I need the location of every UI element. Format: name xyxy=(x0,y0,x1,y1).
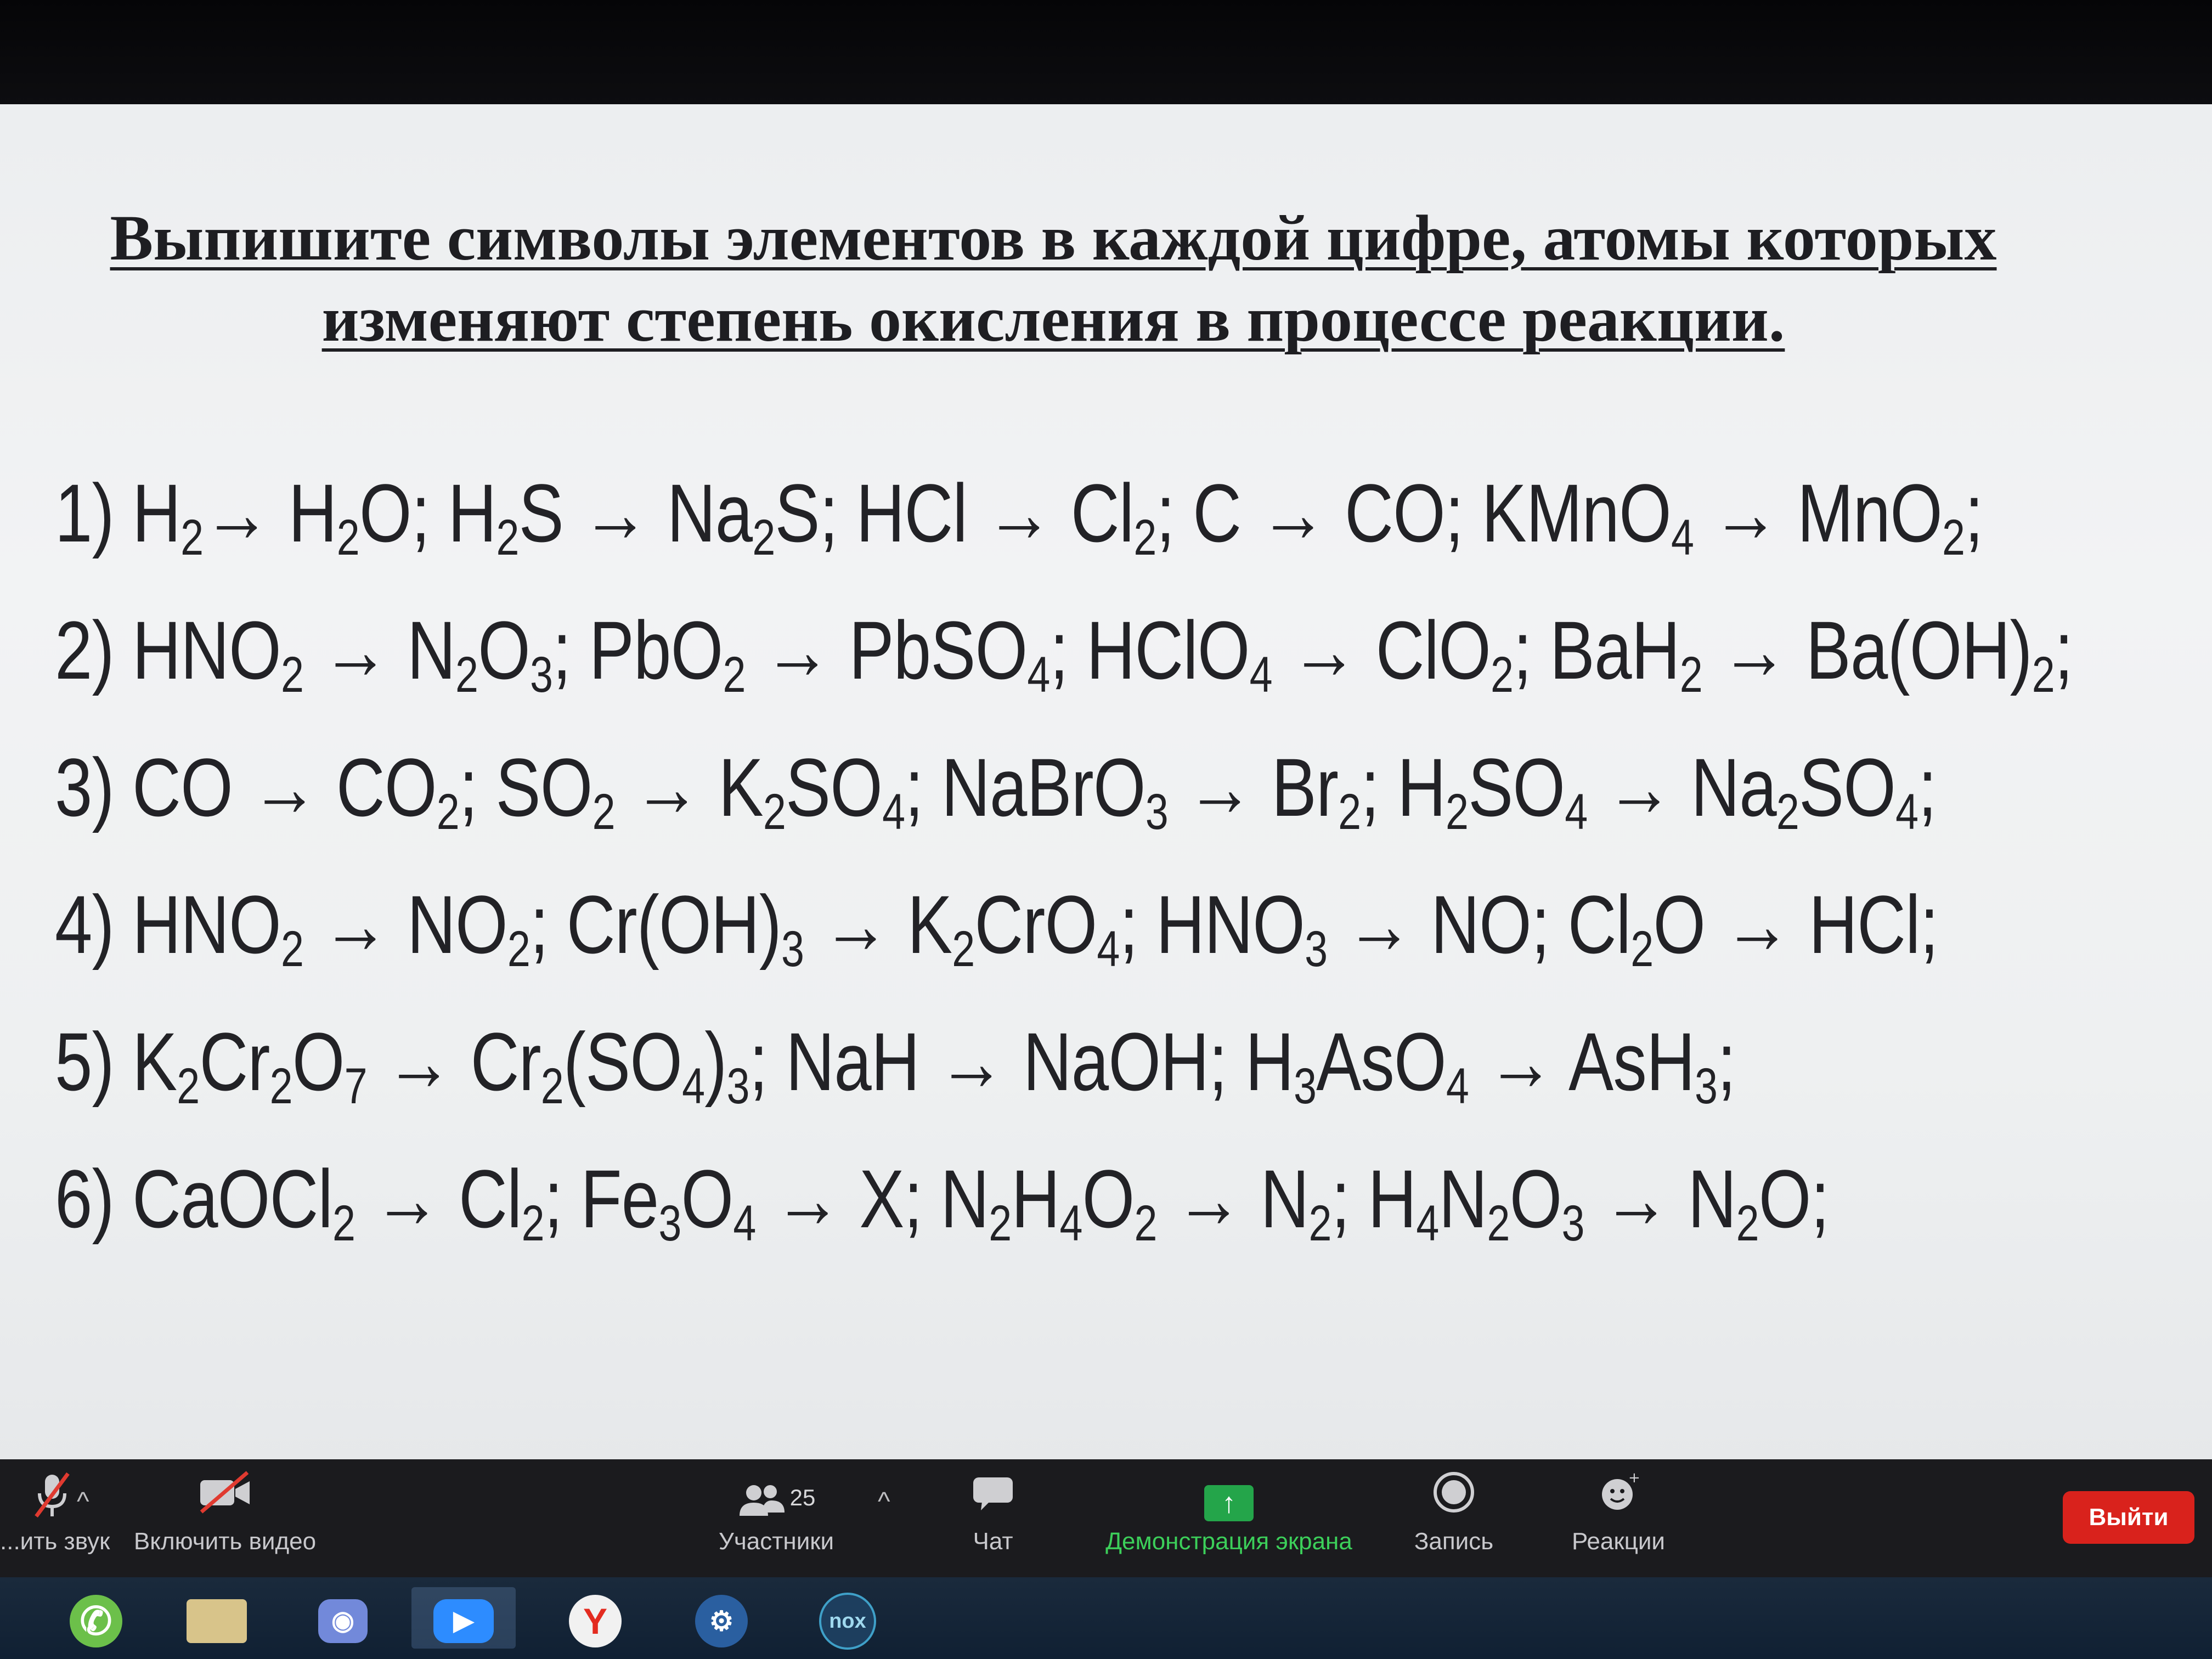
equation-subscript: 2 xyxy=(336,510,359,566)
equation-list xyxy=(55,444,2183,1267)
equation-subscript: 2 xyxy=(1630,921,1654,977)
equation-subscript: 4 xyxy=(1027,647,1050,703)
equation-subscript: 3 xyxy=(726,1058,749,1114)
equation-text: Cr xyxy=(199,1015,270,1108)
equation-text: → NO; Cl xyxy=(1327,878,1631,970)
equation-subscript: 4 xyxy=(1895,784,1918,840)
equation-text: O xyxy=(681,1153,733,1245)
title-line-2: изменяют степень окисления в процессе реакции. xyxy=(321,283,1785,355)
steam-icon: ⚙ xyxy=(695,1595,748,1647)
start-video-button[interactable] xyxy=(126,1470,324,1558)
equation-subscript: 2 xyxy=(763,784,786,840)
equation-text: H xyxy=(1011,1153,1060,1245)
equation-subscript: 7 xyxy=(344,1058,367,1114)
equation-text: → Cr xyxy=(366,1015,541,1108)
windows-taskbar xyxy=(0,1577,2212,1659)
equation-subscript: 4 xyxy=(1097,921,1120,977)
equation-text: ; SO xyxy=(459,741,592,833)
whatsapp-icon: ✆ xyxy=(70,1595,122,1647)
equation-text: ; HClO xyxy=(1049,604,1250,696)
equation-subscript: 2 xyxy=(592,784,615,840)
equation-subscript: 3 xyxy=(529,647,553,703)
equation-text: 2) HNO xyxy=(55,604,281,696)
equation-text: ; xyxy=(1965,467,1983,559)
yandex-browser-icon: Y xyxy=(569,1595,622,1647)
record-button[interactable] xyxy=(1404,1470,1503,1558)
equation-text: → X; N xyxy=(755,1153,989,1245)
equation-subscript: 3 xyxy=(1695,1058,1718,1114)
participants-button[interactable] xyxy=(708,1470,845,1558)
equation-subscript: 2 xyxy=(723,647,746,703)
equation-text: → K xyxy=(804,878,952,970)
chat-button[interactable] xyxy=(944,1470,1042,1558)
equation-subscript: 4 xyxy=(1249,647,1272,703)
equation-text: → Br xyxy=(1167,741,1339,833)
nox-label: nox xyxy=(829,1609,866,1633)
equation-subscript: 3 xyxy=(658,1195,681,1251)
equation-line xyxy=(55,582,2073,719)
equation-text: O xyxy=(478,604,530,696)
equation-text: → NO xyxy=(303,878,507,970)
equation-line xyxy=(55,856,1938,993)
equation-subscript: 2 xyxy=(952,921,975,977)
equation-text: (SO xyxy=(563,1015,682,1108)
equation-subscript: 2 xyxy=(521,1195,544,1251)
equation-text: → Na xyxy=(1587,741,1776,833)
equation-subscript: 2 xyxy=(496,510,519,566)
equation-text: O → HCl; xyxy=(1653,878,1938,970)
equation-text: N xyxy=(1438,1153,1487,1245)
equation-text: ; Fe xyxy=(544,1153,659,1245)
equation-text: ; C → CO; KMnO xyxy=(1156,467,1671,559)
equation-subscript: 2 xyxy=(332,1195,356,1251)
chat-icon xyxy=(944,1470,1042,1525)
nox-player-taskbar-app[interactable] xyxy=(795,1587,900,1649)
equation-text: SO xyxy=(1799,741,1896,833)
equation-text: O xyxy=(292,1015,345,1108)
equation-text: ; xyxy=(1717,1015,1736,1108)
equation-text: ; H xyxy=(1361,741,1446,833)
equation-subscript: 4 xyxy=(882,784,905,840)
leave-meeting-button[interactable]: Выйти xyxy=(2063,1491,2194,1544)
equation-subscript: 2 xyxy=(540,1058,563,1114)
equation-subscript: 2 xyxy=(436,784,459,840)
equation-text: ; BaH xyxy=(1513,604,1680,696)
equation-subscript: 2 xyxy=(269,1058,292,1114)
steam-taskbar-app[interactable] xyxy=(669,1587,774,1649)
whatsapp-taskbar-app[interactable] xyxy=(44,1587,148,1649)
equation-text: S; HCl → Cl xyxy=(775,467,1134,559)
equation-subscript: 3 xyxy=(1293,1058,1317,1114)
equation-subscript: 4 xyxy=(1446,1058,1469,1114)
equation-text: SO xyxy=(786,741,883,833)
yandex-browser-taskbar-app[interactable] xyxy=(543,1587,647,1649)
equation-line xyxy=(55,444,1983,582)
share-screen-label: Демонстрация экрана xyxy=(1105,1528,1352,1555)
record-label: Запись xyxy=(1414,1528,1494,1555)
equation-text: O; xyxy=(1758,1153,1829,1245)
nox-player-icon xyxy=(819,1593,876,1650)
equation-text: → N xyxy=(1156,1153,1309,1245)
participants-options-caret[interactable]: ^ xyxy=(878,1487,890,1516)
equation-text: ) xyxy=(704,1015,727,1108)
equation-subscript: 3 xyxy=(1561,1195,1584,1251)
equation-text: O; H xyxy=(359,467,496,559)
chat-label: Чат xyxy=(973,1528,1013,1555)
equation-text: → K xyxy=(614,741,763,833)
equation-text: AsO xyxy=(1316,1015,1446,1108)
equation-text: O xyxy=(1509,1153,1562,1245)
equation-subscript: 2 xyxy=(1736,1195,1759,1251)
equation-text: → Cl xyxy=(355,1153,522,1245)
equation-subscript: 4 xyxy=(682,1058,705,1114)
equation-subscript: 2 xyxy=(1308,1195,1331,1251)
equation-line xyxy=(55,1130,1829,1267)
equation-subscript: 2 xyxy=(1134,1195,1157,1251)
equation-subscript: 2 xyxy=(1776,784,1799,840)
equation-subscript: 2 xyxy=(455,647,478,703)
equation-subscript: 2 xyxy=(752,510,775,566)
reactions-icon xyxy=(1564,1470,1673,1525)
participants-label: Участники xyxy=(718,1528,834,1555)
equation-text: CrO xyxy=(974,878,1097,970)
zoom-taskbar-app[interactable] xyxy=(411,1587,516,1649)
participants-icon xyxy=(708,1470,845,1525)
equation-subscript: 2 xyxy=(1487,1195,1510,1251)
equation-text: → AsH xyxy=(1468,1015,1695,1108)
zoom-meeting-toolbar xyxy=(0,1459,2212,1577)
equation-text: ; NaH → NaOH; H xyxy=(749,1015,1294,1108)
equation-text: → H xyxy=(203,467,337,559)
record-icon xyxy=(1404,1470,1503,1525)
equation-text: S → Na xyxy=(518,467,753,559)
equation-text: ; NaBrO xyxy=(905,741,1146,833)
file-explorer-icon xyxy=(187,1599,247,1643)
equation-subscript: 2 xyxy=(989,1195,1012,1251)
audio-options-caret[interactable]: ^ xyxy=(77,1487,89,1516)
equation-text: ; xyxy=(2054,604,2073,696)
equation-text: → PbSO xyxy=(745,604,1028,696)
equation-subscript: 2 xyxy=(280,647,304,703)
svg-text:+: + xyxy=(1628,1470,1640,1486)
reactions-label: Реакции xyxy=(1572,1528,1665,1555)
title-line-1: Выпишите символы элементов в каждой цифре, атомы которых xyxy=(110,202,1997,274)
equation-text: ; xyxy=(1918,741,1937,833)
equation-text: 3) CO → CO xyxy=(55,741,437,833)
file-explorer-taskbar-app[interactable] xyxy=(165,1587,269,1649)
equation-subscript: 2 xyxy=(177,1058,200,1114)
equation-text: 4) HNO xyxy=(55,878,281,970)
equation-text: ; PbO xyxy=(552,604,723,696)
equation-subscript: 2 xyxy=(2032,647,2055,703)
equation-text: → N xyxy=(1584,1153,1736,1245)
equation-subscript: 3 xyxy=(781,921,804,977)
equation-subscript: 2 xyxy=(1133,510,1156,566)
equation-subscript: 3 xyxy=(1145,784,1168,840)
equation-subscript: 2 xyxy=(280,921,304,977)
equation-subscript: 4 xyxy=(1671,510,1694,566)
equation-line xyxy=(55,993,1801,1130)
participants-count: 25 xyxy=(789,1485,816,1510)
equation-text: SO xyxy=(1468,741,1565,833)
equation-subscript: 4 xyxy=(1416,1195,1439,1251)
share-screen-button[interactable] xyxy=(1092,1470,1366,1558)
equation-subscript: 2 xyxy=(1491,647,1514,703)
presentation-slide xyxy=(0,104,2212,1476)
equation-text: O xyxy=(1082,1153,1135,1245)
reactions-button[interactable] xyxy=(1564,1470,1673,1558)
video-off-icon xyxy=(126,1470,324,1525)
equation-subscript: 4 xyxy=(733,1195,756,1251)
equation-subscript: 4 xyxy=(1565,784,1588,840)
equation-text: ; HNO xyxy=(1119,878,1305,970)
equation-subscript: 2 xyxy=(180,510,204,566)
equation-subscript: 3 xyxy=(1305,921,1328,977)
equation-text: → MnO xyxy=(1694,467,1943,559)
equation-subscript: 4 xyxy=(1059,1195,1082,1251)
equation-text: 6) CaOCl xyxy=(55,1153,333,1245)
equation-text: 1) H xyxy=(55,467,181,559)
equation-text: → Ba(OH) xyxy=(1702,604,2032,696)
share-screen-icon: ↑ xyxy=(1092,1470,1366,1525)
zoom-icon: ▶ xyxy=(433,1599,494,1643)
equation-text: 5) K xyxy=(55,1015,177,1108)
equation-subscript: 2 xyxy=(1446,784,1469,840)
equation-line xyxy=(55,719,1937,856)
start-video-label: Включить видео xyxy=(133,1528,317,1555)
equation-text: → ClO xyxy=(1272,604,1491,696)
equation-text: ; Cr(OH) xyxy=(529,878,781,970)
discord-icon: ◉ xyxy=(318,1599,368,1643)
equation-subscript: 2 xyxy=(1942,510,1965,566)
discord-taskbar-app[interactable] xyxy=(291,1587,395,1649)
equation-text: ; H xyxy=(1331,1153,1417,1245)
equation-subscript: 2 xyxy=(1679,647,1702,703)
slide-title xyxy=(55,198,2052,360)
equation-subscript: 2 xyxy=(507,921,530,977)
unmute-label: ...ить звук xyxy=(0,1528,110,1555)
equation-subscript: 2 xyxy=(1338,784,1361,840)
equation-text: → N xyxy=(303,604,455,696)
